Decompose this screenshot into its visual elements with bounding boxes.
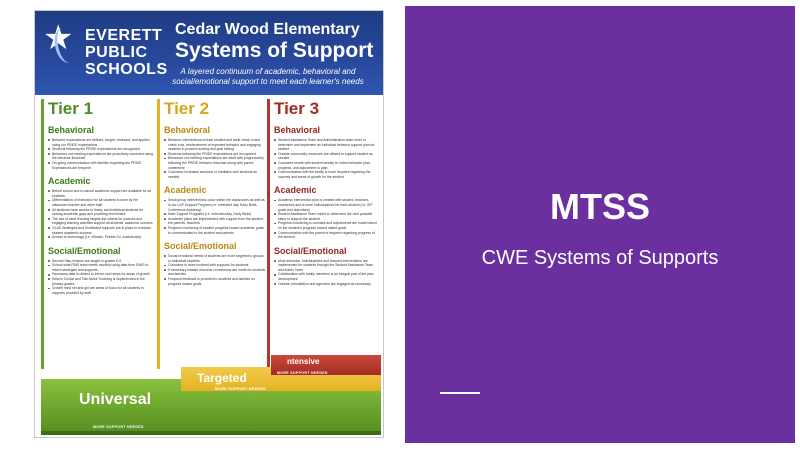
figure-swoosh-icon — [51, 25, 80, 65]
list-item: All students have access to timely and individual students for closing academic gaps and providing enrichment — [48, 208, 153, 217]
tier-1-social-emotional-heading: Social/Emotional — [48, 245, 121, 256]
list-item: Math Support Programs (i.e. extended day, Early Birds) — [164, 212, 267, 217]
tier-1-label: Tier 1 — [48, 99, 94, 118]
tier-2-academic-list — [164, 198, 267, 235]
list-item: Growth mind set and grit are areas of focus for all students in supports provided by staff — [48, 286, 153, 295]
list-item: Before school and in-school academic support are available for all students — [48, 189, 153, 198]
tier-3-behavioral-list — [274, 138, 379, 179]
list-item: Academic intervention plan is created with student, teachers, counselors and is more individualized for each student (i.e. IEP goals and objectives) — [274, 198, 379, 212]
more-support-label-intensive: MORE SUPPORT NEEDED — [277, 371, 328, 375]
tier-3-behavioral-heading: Behavioral — [274, 125, 321, 135]
list-item: Students following the PRIDE expectations are recognized — [48, 147, 153, 152]
list-item: Behaviors not meeting expectations are dealt with progressively following the PRIDE behavior flowchart along with parent conference — [164, 156, 267, 170]
list-item: Progress monitoring of student progress toward academic goals is communicated to the student and parents — [164, 226, 267, 235]
list-item: Second Step lessons are taught in grades K-5 — [48, 259, 153, 264]
list-item: Outside consultation and agencies are engaged as necessary — [274, 282, 379, 287]
list-item: Differentiation of instruction for all students is done by the classroom teacher and other staff — [48, 198, 153, 207]
tier-1-social-emotional-list — [48, 259, 153, 296]
list-item: If necessary outside resource connections are made for students and families — [164, 268, 267, 277]
list-item: Small group interventions occur within the classrooms as well as in our LAP Support Program (i.e. extended day, Early Birds, Conference Academy) — [164, 198, 267, 212]
list-item: Frequent feedback is provided to students and families on progress toward goals — [164, 277, 267, 286]
slide-subtitle: CWE Systems of Supports — [481, 247, 719, 269]
list-item: Behaviors not meeting expectations are proactively corrected using the behavior flowchart — [48, 152, 153, 161]
targeted-label: Targeted — [197, 371, 247, 385]
logo-text-line-1: EVERETT — [85, 27, 163, 44]
tier-3-label: Tier 3 — [274, 99, 320, 118]
tier-1-academic-heading: Academic — [48, 176, 91, 187]
poster-title-school: Cedar Wood Elementary — [175, 21, 360, 38]
poster-header — [35, 11, 384, 95]
list-item: Panorama data is utilized to inform next steps for areas of growth — [48, 272, 153, 277]
list-item: Academic plans are implemented with support from the student, the parents, teachers — [164, 217, 267, 226]
list-item: Counselor is more involved with supports for students — [164, 263, 267, 268]
tier-2-behavioral-list — [164, 138, 267, 179]
more-support-label-universal: MORE SUPPORT NEEDED — [93, 425, 144, 429]
tier-3-column — [267, 99, 379, 369]
everett-public-schools-logo — [41, 19, 171, 85]
tier-1-academic-list — [48, 189, 153, 240]
tier-2-academic-heading: Academic — [164, 185, 207, 196]
list-item: Students following the PRIDE expectations are recognized — [164, 152, 267, 157]
logo-text-line-2: PUBLIC — [85, 44, 148, 61]
poster-title-main: Systems of Support — [175, 39, 374, 62]
tier-3-academic-list — [274, 198, 379, 239]
list-item: Progress monitoring is constant and adjustments are made based on the student's progress toward stated goals — [274, 221, 379, 230]
list-item: Behavior expectations are defined, taught, reviewed, and applied using our PRIDE expectations — [48, 138, 153, 147]
poster-title — [175, 21, 381, 63]
list-item: School-wide PBIS team meets monthly using data from SWIS to inform strategies and supports — [48, 263, 153, 272]
list-item: Communication with the family is more frequent regarding the success and areas of growth for the student — [274, 170, 379, 179]
tier-2-column — [157, 99, 267, 369]
logo-text-line-3: SCHOOLS — [85, 61, 168, 78]
slide-title: MTSS — [549, 186, 650, 227]
list-item: Counselor meets with student weekly to review behavior plan, progress, and adjustment to plan — [274, 161, 379, 170]
more-support-label-targeted: MORE SUPPORT NEEDED — [215, 387, 266, 391]
list-item: Communication with the parent is frequent regarding progress of the student — [274, 231, 379, 240]
poster-subtitle: A layered continuum of academic, behavioral and social/emotional support to meet each learner's needs — [172, 67, 364, 86]
tier-1-column — [41, 99, 153, 369]
list-item: Outside community resources are utilized to support student as needed — [274, 152, 379, 161]
tier-1-behavioral-list — [48, 138, 153, 170]
list-item: On-going communication with families regarding the PRIDE Expectations are frequent — [48, 161, 153, 170]
list-item: Counselor increases sessions or mediates with students as needed — [164, 170, 267, 179]
tier-2-behavioral-heading: Behavioral — [164, 125, 211, 135]
list-item: More intensive, individualized and focused interventions are implemented for students through the Student Assistance Team and Admin Team — [274, 259, 379, 273]
list-item: Student Assistance Team and Administration team meet to determine and implement an individual behavior support plan for student — [274, 138, 379, 152]
list-item: Social emotional needs of students are more targeted to groups or individual students — [164, 254, 267, 263]
tier-1-behavioral-heading: Behavioral — [48, 125, 95, 135]
star-icon: ★ — [43, 19, 74, 57]
tier-3-social-emotional-list — [274, 259, 379, 287]
tier-2-label: Tier 2 — [164, 99, 210, 118]
tier-3-academic-heading: Academic — [274, 185, 317, 196]
tier-3-social-emotional-heading: Social/Emotional — [274, 245, 347, 256]
support-staircase — [35, 357, 384, 438]
list-item: Student Assistance Team meets to determine the next possible steps to support the student — [274, 212, 379, 221]
universal-label: Universal — [79, 391, 152, 408]
tier-2-social-emotional-heading: Social/Emotional — [164, 241, 237, 252]
list-item: Kelso's Choice and Talk About Touching is implemented in the primary grades — [48, 277, 153, 286]
systems-of-support-poster — [34, 10, 384, 438]
staircase-base — [41, 431, 381, 435]
list-item: Collaboration with family members is an integral part of the plan development — [274, 272, 379, 281]
list-item: GLAD Strategies and Scaffolded supports are in place to enhance student academic success — [48, 226, 153, 235]
list-item: The use of clear learning targets the criteria for success and engaging learning activities support all students' academic success — [48, 217, 153, 226]
tier-2-social-emotional-list — [164, 254, 267, 286]
title-panel — [405, 6, 795, 443]
intensive-label: ntensive — [287, 357, 320, 366]
list-item: Access to technology (i.e. eBooks, Pebble Go, audiobooks) — [48, 235, 153, 240]
list-item: Behavior interventions include student and adult check in and check outs, reinforcement of expected behavior and engaging students in problem solving and goal setting — [164, 138, 267, 152]
decorative-rule — [440, 392, 480, 394]
